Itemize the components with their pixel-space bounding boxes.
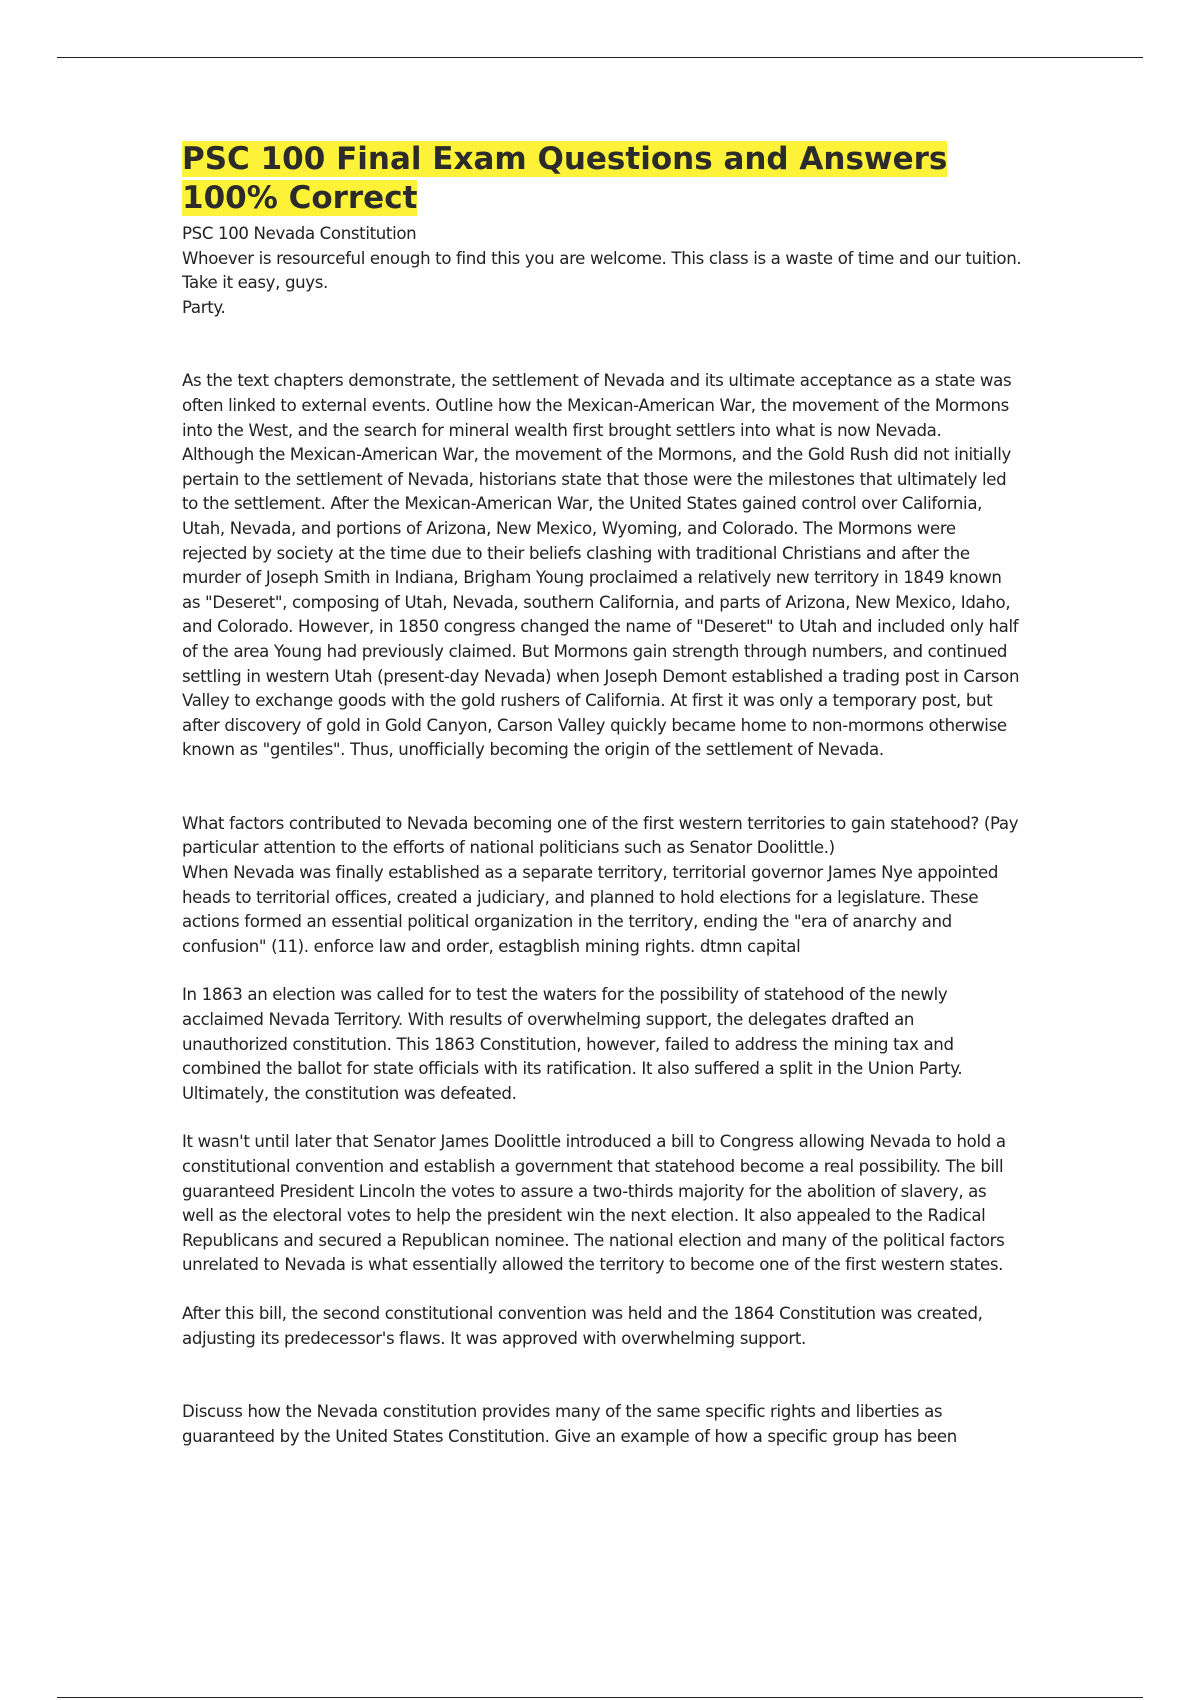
footer-rule <box>57 1697 1143 1698</box>
header-rule <box>57 57 1143 58</box>
document-body <box>182 140 1022 1449</box>
question-text: Discuss how the Nevada constitution provides many of the same specific rights and liberties as guaranteed by the United States Constitution. Give an example of how a specific group has been <box>182 1402 957 1446</box>
answer-text: Although the Mexican-American War, the movement of the Mormons, and the Gold Rush did not initially pertain to the settlement of Nevada, historians state that those were the milestones that ultimately led to the settlement. After the Mexican-American War, the United States gained control over California, Utah, Nevada, and portions of Arizona, New Mexico, Wyoming, and Colorado. The Mormons were rejected by society at the time due to their beliefs clashing with traditional Christians and after the murder of Joseph Smith in Indiana, Brigham Young proclaimed a relatively new territory in 1849 known as "Deseret", composing of Utah, Nevada, southern California, and parts of Arizona, New Mexico, Idaho, and Colorado. However, in 1850 congress changed the name of "Deseret" to Utah and included only half of the area Young had previously claimed. But Mormons gain strength through numbers, and continued settling in western Utah (present-day Nevada) when Joseph Demont established a trading post in Carson Valley to exchange goods with the gold rushers of California. At first it was only a temporary post, but after discovery of gold in Gold Canyon, Carson Valley quickly became home to non-mormons otherwise known as "gentiles". Thus, unofficially becoming the origin of the settlement of Nevada. <box>182 445 1020 760</box>
question-block-2 <box>182 812 1022 1351</box>
course-subtitle: PSC 100 Nevada Constitution <box>182 224 417 243</box>
answer-text: When Nevada was finally established as a separate territory, territorial governor James Nye appointed heads to territorial offices, created a judiciary, and planned to hold elections for a legislature. These actions formed an essential political organization in the territory, ending the "era of anarchy and confusion" (11). enforce law and order, estagblish mining rights. dtmn capital <box>182 863 999 956</box>
answer-text: In 1863 an election was called for to test the waters for the possibility of statehood of the newly acclaimed Nevada Territory. With results of overwhelming support, the delegates drafted an unauthorized constitution. This 1863 Constitution, however, failed to address the mining tax and combined the ballot for state officials with its ratification. It also suffered a split in the Union Party. Ultimately, the constitution was defeated. <box>182 985 963 1103</box>
answer-text: It wasn't until later that Senator James Doolittle introduced a bill to Congress allowing Nevada to hold a constitutional convention and establish a government that statehood become a real possibility. The bill guaranteed President Lincoln the votes to assure a two-thirds majority for the abolition of slavery, as well as the electoral votes to help the president win the next election. It also appealed to the Radical Republicans and secured a Republican nominee. The national election and many of the political factors unrelated to Nevada is what essentially allowed the territory to become one of the first western states. <box>182 1132 1006 1275</box>
question-text: As the text chapters demonstrate, the settlement of Nevada and its ultimate acceptance as a state was often linked to external events. Outline how the Mexican-American War, the movement of the Mormons into the West, and the search for mineral wealth first brought settlers into what is now Nevada. <box>182 371 1012 440</box>
question-block-1 <box>182 369 1022 763</box>
document-title <box>182 140 1022 218</box>
intro-block <box>182 222 1022 320</box>
question-block-3 <box>182 1400 1022 1449</box>
question-text: What factors contributed to Nevada becoming one of the first western territories to gain statehood? (Pay particular attention to the efforts of national politicians such as Senator Doolittle.) <box>182 813 1019 858</box>
intro-party: Party. <box>182 297 226 317</box>
intro-note: Whoever is resourceful enough to find this you are welcome. This class is a waste of time and our tuition. Take it easy, guys. <box>182 248 1022 293</box>
answer-text: After this bill, the second constitutional convention was held and the 1864 Constitution was created, adjusting its predecessor's flaws. It was approved with overwhelming support. <box>182 1303 983 1348</box>
title-highlight: PSC 100 Final Exam Questions and Answers 100% Correct <box>182 141 948 216</box>
